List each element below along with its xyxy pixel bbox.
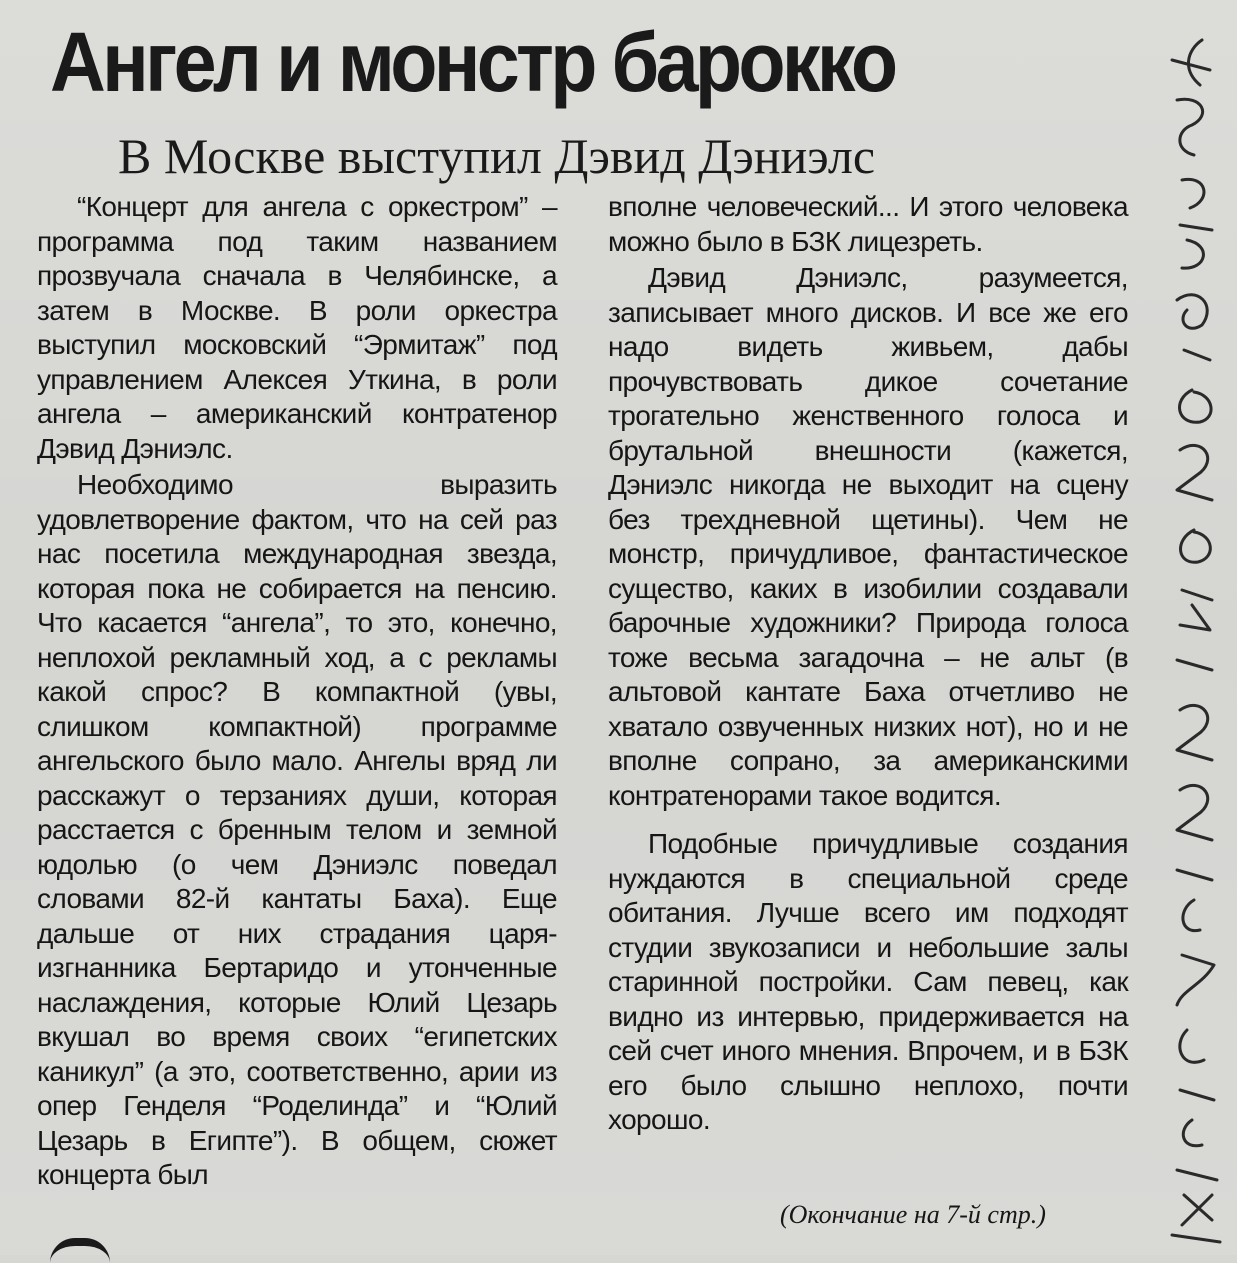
article-column-left <box>37 190 557 1193</box>
handwritten-date-icon <box>1132 30 1227 1250</box>
headline: Ангел и монстр барокко <box>50 15 895 109</box>
handwritten-annotation <box>1132 30 1227 1250</box>
paragraph: Дэвид Дэниэлс, разумеется, записывает много дисков. И все же его надо видеть живьем, дабы прочувствовать дикое сочетание трогательно женственного голоса и брутальной внешности (кажется, Дэниэлс никогда не выходит на сцену без трехдневной щетины). Чем не монстр, причудливое, фантастическое существо, каких в изобилии создавали барочные художники? Природа голоса тоже весьма загадочна – не альт (в альтовой кантате Баха отчетливо не хватало озвученных низких нот), но и не вполне сопрано, за американскими контратенорами такое водится. <box>608 262 1128 811</box>
paragraph: вполне человеческий... И этого человека можно было в БЗК лицезреть. <box>608 191 1128 257</box>
decorative-mark <box>50 1238 110 1263</box>
article-column-right <box>608 190 1128 1138</box>
paragraph: “Концерт для ангела с оркестром” – программа под таким названием прозвучала сначала в Челябинске, а затем в Москве. В роли оркестра выступил московский “Эрмитаж” под управлением Алексея Уткина, в роли ангела – американский контратенор Дэвид Дэниэлс. <box>37 191 557 464</box>
paragraph: Подобные причудливые создания нуждаются в специальной среде обитания. Лучше всего им подходят студии звукозаписи и небольшие залы старинной постройки. Сам певец, как видно из интервью, придерживается на сей счет иного мнения. Впрочем, и в БЗК его было слышно неплохо, почти хорошо. <box>608 828 1128 1135</box>
continuation-note: (Окончание на 7-й стр.) <box>780 1200 1046 1229</box>
paragraph: Необходимо выразить удовлетворение фактом, что на сей раз нас посетила международная звезда, которая пока не собирается на пенсию. Что касается “ангела”, то это, конечно, неплохой рекламный ход, а с рекламы какой спрос? В компактной (увы, слишком компактной) программе ангельского было мало. Ангелы вряд ли расскажут о терзаниях души, которая расстается с бренным телом и земной юдолью (о чем Дэниэлс поведал словами 82-й кантаты Баха). Еще дальше от них страдания царя-изгнанника Бертаридо и утонченные наслаждения, которые Юлий Цезарь вкушал во время своих “египетских каникул” (а это, соответственно, арии из опер Генделя “Роделинда” и “Юлий Цезарь в Египте”). В общем, сюжет концерта был <box>37 469 557 1190</box>
subheadline: В Москве выступил Дэвид Дэниэлс <box>118 128 876 184</box>
